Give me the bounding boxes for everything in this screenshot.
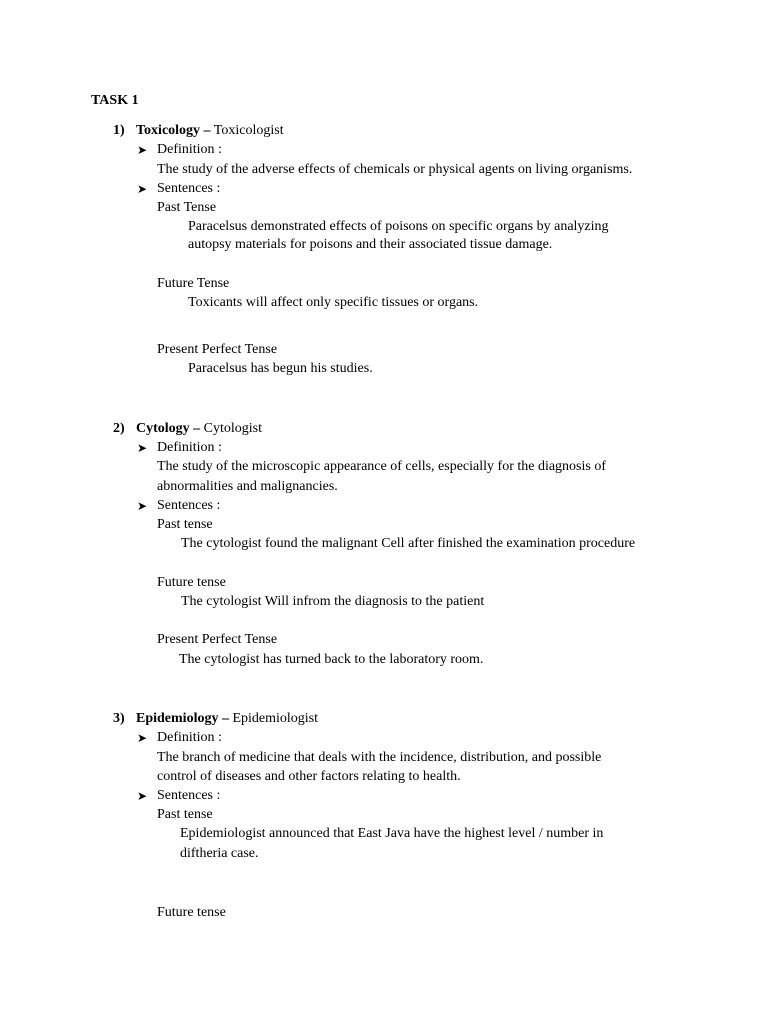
section-role: Toxicologist xyxy=(213,123,284,138)
example-sentence: Epidemiologist announced that East Java have the highest level / number in xyxy=(180,826,604,841)
section-role: Cytologist xyxy=(203,421,263,436)
section-heading xyxy=(136,710,318,728)
section-role: Epidemiologist xyxy=(232,711,319,726)
section-number: 1) xyxy=(113,123,125,138)
example-sentence: diftheria case. xyxy=(180,846,259,861)
section-heading xyxy=(136,420,262,438)
tense-label: Past tense xyxy=(157,517,213,532)
definition-label: Definition : xyxy=(157,440,222,455)
example-sentence: autopsy materials for poisons and their associated tissue damage. xyxy=(188,237,553,252)
tense-label: Future Tense xyxy=(157,276,230,291)
section-number: 2) xyxy=(113,421,125,436)
definition-label: Definition : xyxy=(157,730,222,745)
definition-text: abnormalities and malignancies. xyxy=(157,479,338,494)
definition-text: The study of the microscopic appearance of cells, especially for the diagnosis of xyxy=(157,459,607,474)
section-term: Toxicology – xyxy=(136,123,211,138)
bullet-arrow-icon: ➤ xyxy=(137,182,148,196)
example-sentence: Toxicants will affect only specific tissues or organs. xyxy=(188,295,479,310)
example-sentence: Paracelsus demonstrated effects of poisons on specific organs by analyzing xyxy=(188,219,609,234)
example-sentence: The cytologist has turned back to the laboratory room. xyxy=(179,652,484,667)
definition-text: The branch of medicine that deals with the incidence, distribution, and possible xyxy=(157,750,602,765)
bullet-arrow-icon: ➤ xyxy=(137,143,148,157)
tense-label: Past Tense xyxy=(157,200,217,215)
page-title: TASK 1 xyxy=(91,93,139,108)
section-heading xyxy=(136,122,284,140)
bullet-arrow-icon: ➤ xyxy=(137,789,148,803)
bullet-arrow-icon: ➤ xyxy=(137,441,148,455)
section-number: 3) xyxy=(113,711,125,726)
bullet-arrow-icon: ➤ xyxy=(137,731,148,745)
sentences-label: Sentences : xyxy=(157,788,221,803)
tense-label: Present Perfect Tense xyxy=(157,342,278,357)
definition-text: control of diseases and other factors relating to health. xyxy=(157,769,461,784)
example-sentence: The cytologist Will infrom the diagnosis to the patient xyxy=(181,594,485,609)
definition-text: The study of the adverse effects of chemicals or physical agents on living organisms. xyxy=(157,162,633,177)
tense-label: Future tense xyxy=(157,905,226,920)
sentences-label: Sentences : xyxy=(157,181,221,196)
section-term: Epidemiology – xyxy=(136,711,229,726)
section-term: Cytology – xyxy=(136,421,201,436)
example-sentence: Paracelsus has begun his studies. xyxy=(188,361,373,376)
sentences-label: Sentences : xyxy=(157,498,221,513)
definition-label: Definition : xyxy=(157,142,222,157)
tense-label: Future tense xyxy=(157,575,226,590)
tense-label: Present Perfect Tense xyxy=(157,632,278,647)
bullet-arrow-icon: ➤ xyxy=(137,499,148,513)
tense-label: Past tense xyxy=(157,807,213,822)
example-sentence: The cytologist found the malignant Cell after finished the examination procedure xyxy=(181,536,636,551)
